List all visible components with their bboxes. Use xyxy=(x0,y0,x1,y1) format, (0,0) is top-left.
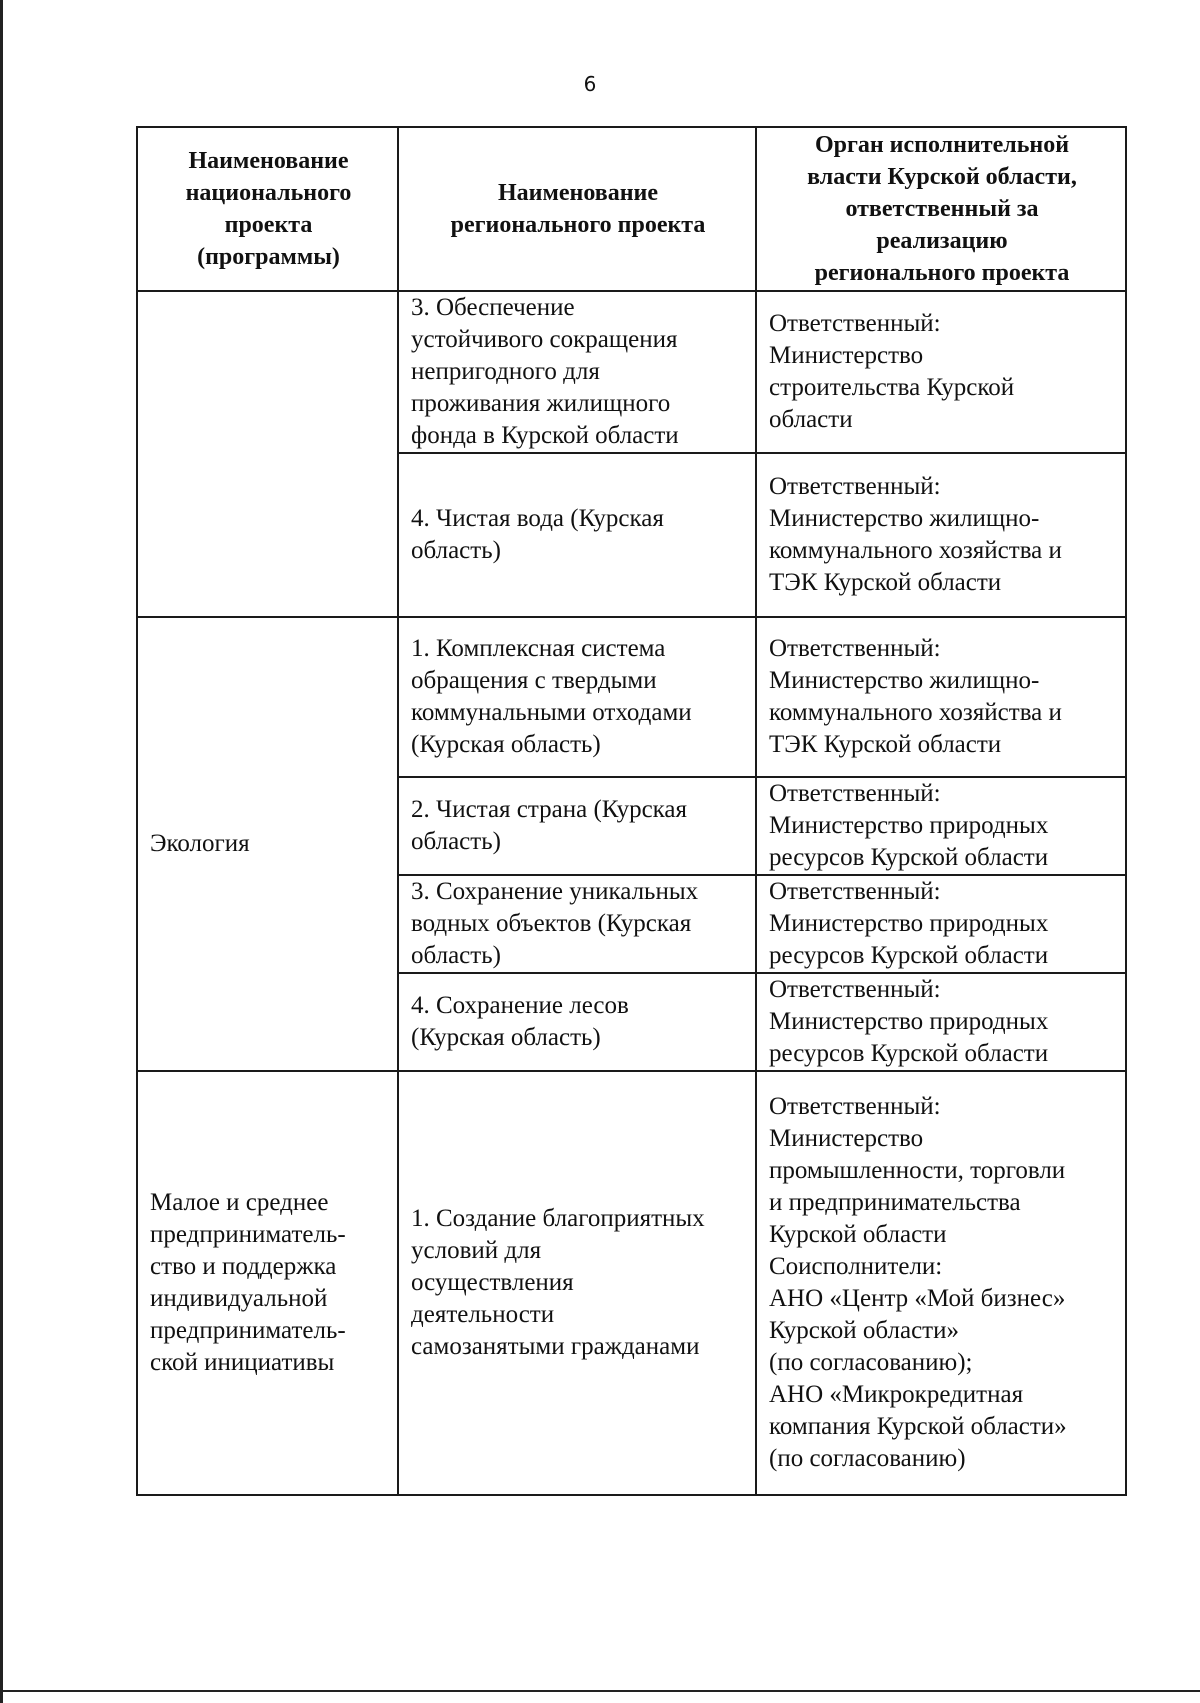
responsible-cell: Ответственный: Министерство природных ресурсов Курской области xyxy=(756,875,1126,973)
regional-project-cell: 3. Сохранение уникальных водных объектов (Курская область) xyxy=(398,875,756,973)
national-project-cell xyxy=(137,291,398,617)
regional-project-cell: 2. Чистая страна (Курская область) xyxy=(398,777,756,875)
responsible-cell: Ответственный: Министерство жилищно- коммунального хозяйства и ТЭК Курской области xyxy=(756,617,1126,777)
header-responsible-body: Орган исполнительной власти Курской области, ответственный за реализацию регионального проекта xyxy=(756,127,1126,291)
responsible-cell: Ответственный: Министерство природных ресурсов Курской области xyxy=(756,973,1126,1071)
scan-edge-left xyxy=(0,0,3,1703)
table-row xyxy=(137,291,1126,453)
responsible-cell: Ответственный: Министерство строительства Курской области xyxy=(756,291,1126,453)
header-national-project: Наименование национального проекта (программы) xyxy=(137,127,398,291)
projects-table xyxy=(136,126,1127,1496)
national-project-cell: Экология xyxy=(137,617,398,1071)
table-row xyxy=(137,1071,1126,1495)
responsible-cell: Ответственный: Министерство природных ресурсов Курской области xyxy=(756,777,1126,875)
responsible-cell: Ответственный: Министерство промышленности, торговли и предпринимательства Курской области Соисполнители: АНО «Центр «Мой бизнес» Курской области» (по согласованию); АНО «Микрокредитная компания Курской области» (по согласованию) xyxy=(756,1071,1126,1495)
responsible-cell: Ответственный: Министерство жилищно- коммунального хозяйства и ТЭК Курской области xyxy=(756,453,1126,617)
regional-project-cell: 4. Чистая вода (Курская область) xyxy=(398,453,756,617)
regional-project-cell: 4. Сохранение лесов (Курская область) xyxy=(398,973,756,1071)
table-header-row xyxy=(137,127,1126,291)
regional-project-cell: 1. Комплексная система обращения с твердыми коммунальными отходами (Курская область) xyxy=(398,617,756,777)
page-number: 6 xyxy=(583,72,597,96)
header-regional-project: Наименование регионального проекта xyxy=(398,127,756,291)
national-project-cell: Малое и среднее предприниматель- ство и поддержка индивидуальной предприниматель- ской инициативы xyxy=(137,1071,398,1495)
regional-project-cell: 3. Обеспечение устойчивого сокращения непригодного для проживания жилищного фонда в Курской области xyxy=(398,291,756,453)
scan-edge-bottom xyxy=(0,1690,1200,1692)
regional-project-cell: 1. Создание благоприятных условий для осуществления деятельности самозанятыми гражданами xyxy=(398,1071,756,1495)
table-row xyxy=(137,617,1126,777)
